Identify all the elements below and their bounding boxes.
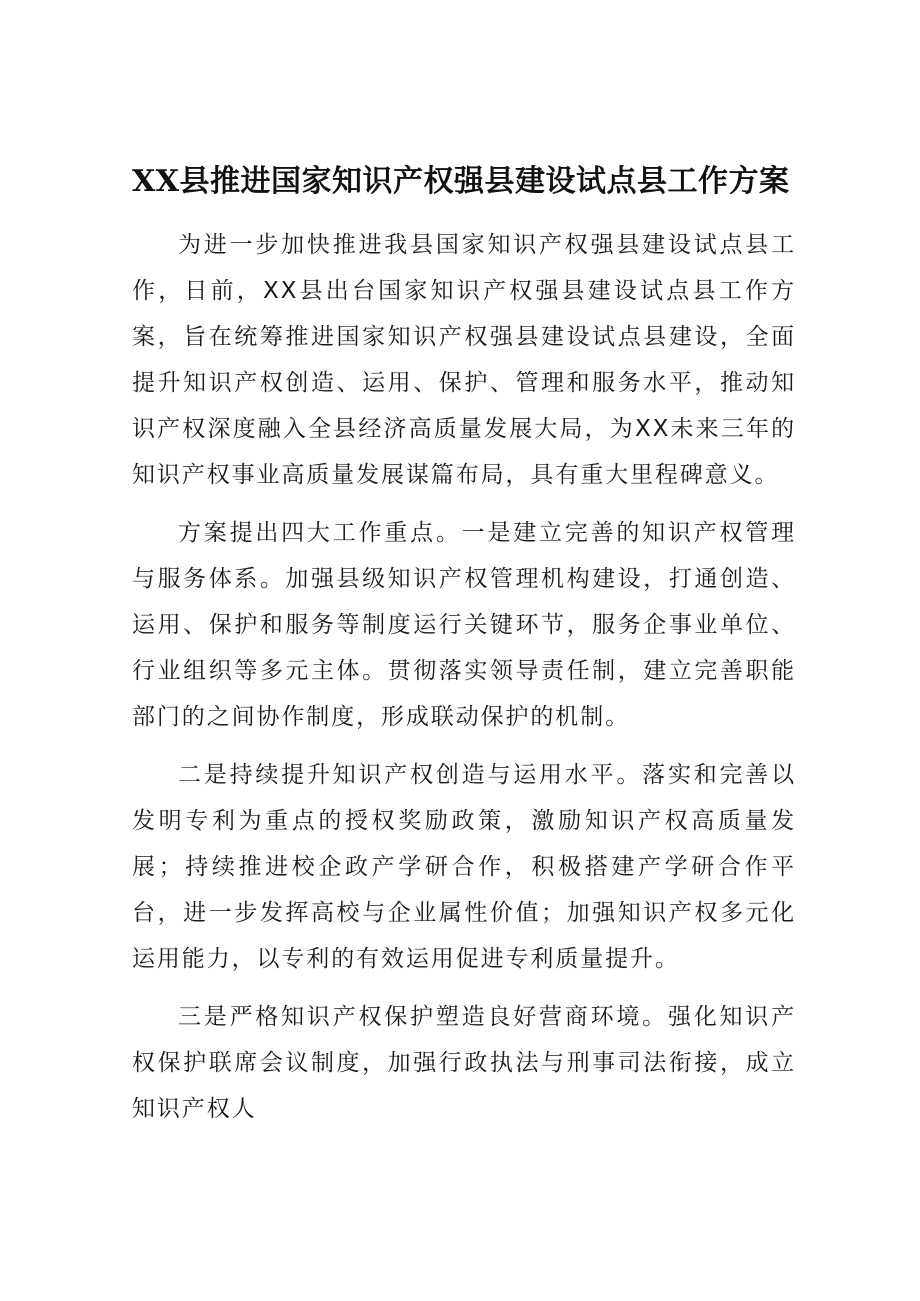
paragraph-focus-one: 方案提出四大工作重点。一是建立完善的知识产权管理与服务体系。加强县级知识产权管理机构建设，打通创造、运用、保护和服务等制度运行关键环节，服务企事业单位、行业组织等多元主体。贯彻落实领导责任制，建立完善职能部门的之间协作制度，形成联动保护的机制。 xyxy=(132,520,796,730)
paragraph-focus-three: 三是严格知识产权保护塑造良好营商环境。强化知识产权保护联席会议制度，加强行政执法与刑事司法衔接，成立知识产权人 xyxy=(132,1004,796,1122)
document-body xyxy=(132,222,796,1132)
paragraph-focus-two: 二是持续提升知识产权创造与运用水平。落实和完善以发明专利为重点的授权奖励政策，激励知识产权高质量发展；持续推进校企政产学研合作，积极搭建产学研合作平台，进一步发挥高校与企业属性价值；加强知识产权多元化运用能力，以专利的有效运用促进专利质量提升。 xyxy=(132,762,796,972)
paragraph-intro: 为进一步加快推进我县国家知识产权强县建设试点县工作，日前，XX县出台国家知识产权强县建设试点县工作方案，旨在统筹推进国家知识产权强县建设试点县建设，全面提升知识产权创造、运用、保护、管理和服务水平，推动知识产权深度融入全县经济高质量发展大局，为XX未来三年的知识产权事业高质量发展谋篇布局，具有重大里程碑意义。 xyxy=(132,232,796,488)
document-title: XX县推进国家知识产权强县建设试点县工作方案 xyxy=(132,164,790,199)
